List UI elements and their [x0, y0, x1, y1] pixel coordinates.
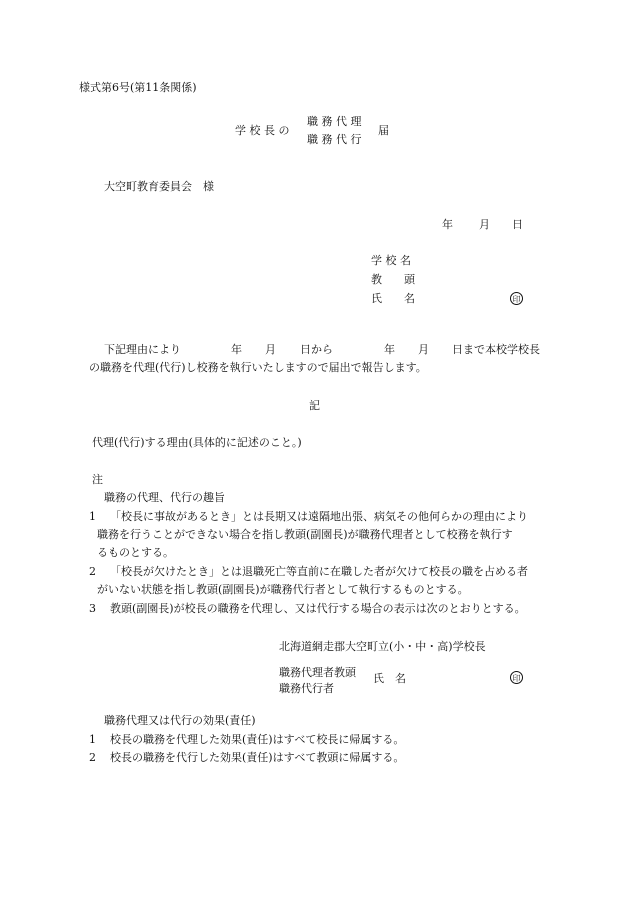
note-item-1-line-3: るものとする。: [97, 546, 174, 559]
body-until: 日まで本校学校長: [452, 343, 540, 356]
effect-item-2-number: 2: [89, 751, 96, 764]
example-school-title: 北海道網走郡大空町立(小・中・高)学校長: [279, 640, 486, 653]
submission-date: [0, 219, 630, 233]
note-item-2-number: 2: [89, 565, 96, 578]
body-start-month: 月: [265, 343, 276, 356]
vice-principal-label: 教 頭: [371, 273, 415, 286]
example-seal-icon: 印: [510, 671, 523, 684]
example-agent-line-2: 職務代行者: [279, 682, 334, 695]
date-year: 年: [442, 218, 453, 231]
body-reason-intro: 下記理由により: [104, 343, 181, 356]
body-end-year: 年: [384, 343, 395, 356]
form-number: 様式第6号(第11条関係): [79, 81, 197, 94]
body-from: 日から: [300, 343, 333, 356]
notes-heading: 注: [92, 473, 103, 486]
notes-section-2-title: 職務代理又は代行の効果(責任): [104, 714, 256, 727]
note-item-1-line-1: 「校長に事故があるとき」とは長期又は遠隔地出張、病気その他何らかの理由により: [110, 510, 528, 523]
example-agent-titles: [279, 665, 356, 697]
note-item-3-line-1: 教頭(副園長)が校長の職務を代理し、又は代行する場合の表示は次のとおりとする。: [110, 602, 526, 615]
title-suffix: 届: [378, 124, 389, 137]
note-item-2-line-2: がいない状態を指し教頭(副園長)が職務代行者として執行するものとする。: [97, 583, 469, 596]
note-item-1-line-2: 職務を行うことができない場合を指し教頭(副園長)が職務代理者として校務を執行す: [97, 528, 513, 541]
date-month: 月: [479, 218, 490, 231]
body-line-1: [0, 344, 630, 358]
notes-section-1-title: 職務の代理、代行の趣旨: [104, 491, 225, 504]
example-name-label: 氏 名: [373, 672, 406, 685]
effect-item-1-text: 校長の職務を代理した効果(責任)はすべて校長に帰属する。: [110, 733, 405, 746]
example-agent-line-1: 職務代理者教頭: [279, 666, 356, 679]
note-item-3-number: 3: [89, 602, 96, 615]
effect-item-2-text: 校長の職務を代行した効果(責任)はすべて教頭に帰属する。: [110, 751, 405, 764]
school-name-label: 学 校 名: [371, 254, 411, 267]
effect-item-1-number: 1: [89, 733, 96, 746]
reason-label: 代理(代行)する理由(具体的に記述のこと。): [92, 436, 302, 449]
note-item-1-number: 1: [89, 510, 96, 523]
ki-heading: 記: [309, 399, 320, 412]
addressee: 大空町教育委員会 様: [104, 180, 214, 193]
body-line-2: の職務を代理(代行)し校務を執行いたしますので届出で報告します。: [89, 361, 427, 374]
body-start-year: 年: [231, 343, 242, 356]
title-prefix: 学 校 長 の: [235, 124, 290, 137]
seal-icon: 印: [510, 292, 523, 305]
title-line-2: 職 務 代 行: [307, 133, 362, 146]
note-item-2-line-1: 「校長が欠けたとき」とは退職死亡等直前に在職した者が欠けて校長の職を占める者: [110, 565, 528, 578]
title-line-1: 職 務 代 理: [307, 115, 362, 128]
date-day: 日: [512, 218, 523, 231]
body-end-month: 月: [418, 343, 429, 356]
name-label: 氏 名: [371, 292, 415, 305]
